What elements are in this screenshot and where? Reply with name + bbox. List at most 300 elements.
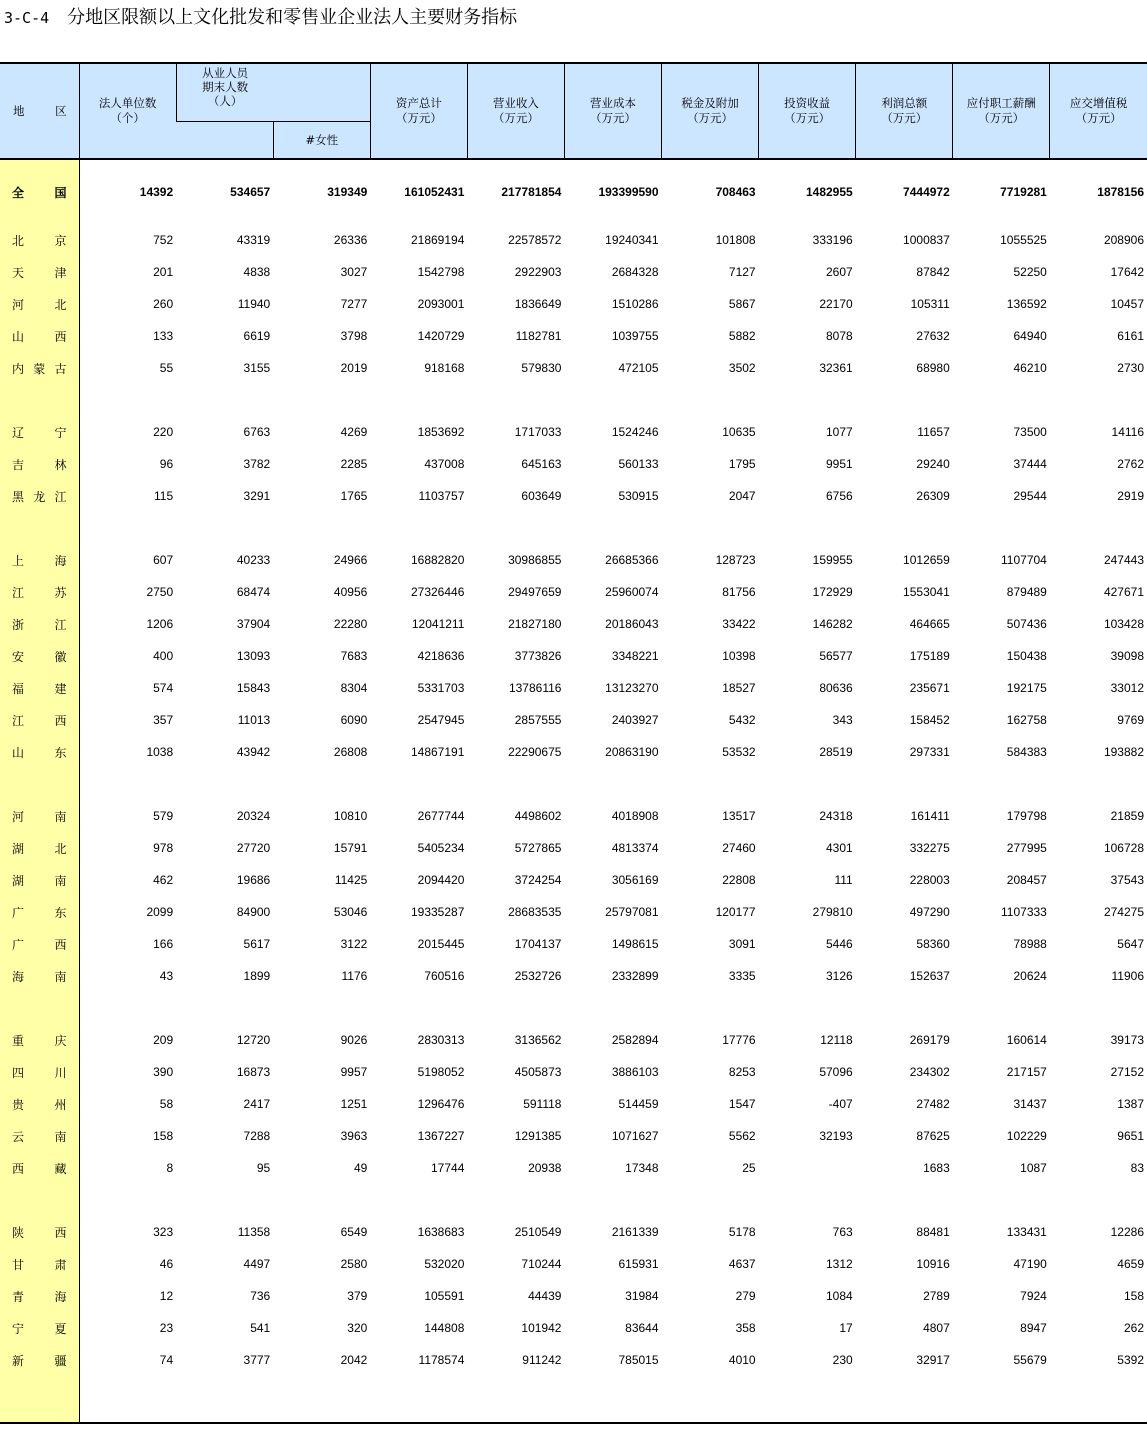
cell-payroll: 192175: [1006, 681, 1047, 695]
empty-cell: [467, 1376, 564, 1423]
cell-revenue: 579830: [521, 361, 562, 375]
table-row: [0, 1120, 1147, 1152]
cell-tax: 5178: [728, 1225, 756, 1239]
cell-employees: 5617: [243, 937, 271, 951]
cell-profit: 175189: [909, 649, 950, 663]
cell-vat: 2730: [1117, 361, 1144, 375]
cell-assets: 2547945: [417, 713, 465, 727]
cell-vat: 262: [1123, 1321, 1144, 1335]
cell-profit: 4807: [923, 1321, 950, 1335]
cell-invest: 146282: [812, 617, 853, 631]
cell-tax: 27460: [722, 841, 756, 855]
region-char: 河: [12, 809, 25, 824]
region-cell: [0, 448, 79, 480]
cell-cost: 31984: [625, 1289, 659, 1303]
cell-invest: 57096: [819, 1065, 853, 1079]
cell-cost: 20186043: [605, 617, 659, 631]
cell-payroll: 20624: [1013, 969, 1047, 983]
cell-tax: 708463: [662, 159, 759, 224]
cell-assets: 27326446: [410, 585, 465, 599]
cell-payroll: 162758: [1006, 713, 1047, 727]
region-char: 夏: [54, 1321, 67, 1336]
cell-employees: 84900: [236, 905, 271, 919]
cell-employees: [176, 512, 273, 544]
cell-assets: 12041211: [411, 617, 465, 631]
cell-profit: [856, 384, 953, 416]
cell-revenue: 217781854: [467, 159, 564, 224]
cell-assets: 1103757: [418, 489, 465, 503]
region-char: 河: [12, 297, 25, 312]
cell-cost: 19240341: [605, 233, 659, 247]
region-cell: [0, 416, 79, 448]
cell-assets: 1420729: [417, 329, 465, 343]
cell-revenue: 2510549: [514, 1225, 562, 1239]
region-cell: [0, 928, 79, 960]
cell-female: 2580: [340, 1257, 368, 1271]
cell-employees: 15843: [236, 681, 271, 695]
table-header: [0, 63, 1147, 159]
cell-invest: [759, 768, 856, 800]
region-char: 北: [54, 841, 67, 856]
cell-cost: 2161339: [611, 1225, 659, 1239]
cell-tax: 101808: [715, 233, 756, 247]
cell-payroll: 179798: [1006, 809, 1047, 823]
cell-assets: [370, 384, 467, 416]
cell-assets: 2830313: [417, 1033, 465, 1047]
cell-assets: 1638683: [417, 1225, 465, 1239]
cell-units: 158: [153, 1129, 174, 1143]
cell-employees: 3777: [243, 1353, 271, 1367]
cell-units: 400: [153, 649, 174, 663]
cell-female: 2019: [340, 361, 368, 375]
region-cell: [0, 768, 79, 800]
region-char: 湖: [12, 841, 25, 856]
header-region-char-1: 地: [13, 103, 25, 118]
header-vat: 应交增值税 （万元）: [1050, 63, 1147, 159]
cell-employees: 16873: [236, 1065, 271, 1079]
table-row: [0, 320, 1147, 352]
table-body: [0, 159, 1147, 1423]
cell-tax: 4010: [728, 1353, 756, 1367]
cell-cost: 2332899: [611, 969, 659, 983]
region-char: 上: [12, 553, 25, 568]
region-char: 陕: [12, 1225, 25, 1240]
cell-tax: 8253: [728, 1065, 756, 1079]
region-char: 徽: [54, 649, 67, 664]
cell-female: 3963: [340, 1129, 368, 1143]
cell-female: 7277: [340, 297, 368, 311]
table-row: [0, 352, 1147, 384]
cell-units: 14392: [79, 159, 176, 224]
cell-invest: 6756: [825, 489, 853, 503]
cell-vat: 1387: [1117, 1097, 1144, 1111]
cell-revenue: 3773826: [514, 649, 562, 663]
cell-payroll: 277995: [1006, 841, 1047, 855]
cell-cost: [564, 512, 661, 544]
cell-payroll: 8947: [1020, 1321, 1047, 1335]
cell-employees: 11940: [237, 297, 271, 311]
region-cell: [0, 384, 79, 416]
cell-assets: 21869194: [410, 233, 465, 247]
cell-units: 46: [159, 1257, 174, 1271]
cell-profit: 11657: [917, 425, 950, 439]
cell-profit: 87625: [916, 1129, 950, 1143]
region-char: 疆: [54, 1353, 67, 1368]
cell-revenue: 13786116: [508, 681, 562, 695]
region-char: 海: [54, 1289, 67, 1304]
cell-units: 574: [153, 681, 174, 695]
cell-payroll: 31437: [1013, 1097, 1047, 1111]
cell-vat: 14116: [1111, 425, 1144, 439]
cell-invest: [759, 1184, 856, 1216]
cell-revenue: 30986855: [508, 553, 562, 567]
region-char: 海: [54, 553, 67, 568]
cell-assets: 105591: [424, 1289, 465, 1303]
cell-female: 320: [347, 1321, 368, 1335]
cell-revenue: 3724254: [514, 873, 562, 887]
cell-payroll: 879489: [1006, 585, 1047, 599]
cell-cost: 514459: [618, 1097, 659, 1111]
header-assets: 资产总计 （万元）: [370, 63, 467, 159]
region-char: 浙: [12, 617, 25, 632]
cell-tax: 17776: [722, 1033, 756, 1047]
cell-revenue: 2532726: [514, 969, 562, 983]
table-row: [0, 1312, 1147, 1344]
cell-invest: 12118: [820, 1033, 853, 1047]
header-units: 法人单位数 （个）: [79, 63, 176, 159]
table-row: [0, 480, 1147, 512]
region-char: 江: [54, 617, 67, 632]
cell-tax: 53532: [722, 745, 756, 759]
empty-cell: [953, 1376, 1050, 1423]
cell-invest: 8078: [825, 329, 853, 343]
table-row: [0, 1280, 1147, 1312]
cell-vat: 247443: [1103, 553, 1144, 567]
cell-employees: 12720: [236, 1033, 271, 1047]
cell-tax: 4637: [728, 1257, 756, 1271]
empty-cell: [662, 1376, 759, 1423]
table-bottom-spacer: [0, 1376, 1147, 1423]
cell-tax: [662, 1184, 759, 1216]
cell-invest: [759, 512, 856, 544]
region-cell: [0, 1312, 79, 1344]
region-char: 州: [54, 1097, 67, 1112]
empty-cell: [1050, 1376, 1147, 1423]
cell-vat: 2919: [1117, 489, 1144, 503]
cell-female: 1176: [341, 969, 368, 983]
cell-units: 978: [153, 841, 174, 855]
region-cell: [0, 1120, 79, 1152]
cell-revenue: 20938: [528, 1161, 562, 1175]
cell-invest: 763: [832, 1225, 853, 1239]
cell-tax: 1795: [728, 457, 756, 471]
cell-units: 55: [159, 361, 174, 375]
cell-units: 323: [153, 1225, 174, 1239]
cell-cost: 530915: [618, 489, 659, 503]
cell-payroll: 102229: [1006, 1129, 1047, 1143]
cell-vat: 2762: [1117, 457, 1144, 471]
cell-tax: 1547: [728, 1097, 756, 1111]
region-char: 四: [12, 1065, 25, 1080]
cell-cost: 785015: [618, 1353, 659, 1367]
region-char: 国: [54, 185, 67, 200]
spacer-row: [0, 768, 1147, 800]
cell-female: 49: [353, 1161, 368, 1175]
header-employees-total: [176, 122, 273, 160]
spacer-row: [0, 1184, 1147, 1216]
cell-profit: 161411: [910, 809, 950, 823]
cell-female: [273, 512, 370, 544]
cell-employees: 43319: [236, 233, 271, 247]
cell-female: 53046: [333, 905, 368, 919]
cell-payroll: 78988: [1013, 937, 1047, 951]
cell-payroll: 507436: [1006, 617, 1047, 631]
cell-units: 133: [153, 329, 174, 343]
cell-profit: 88481: [916, 1225, 950, 1239]
cell-vat: 103428: [1103, 617, 1144, 631]
region-char: 全: [12, 185, 25, 200]
table-row: [0, 640, 1147, 672]
cell-female: 15791: [333, 841, 368, 855]
cell-units: 115: [154, 489, 174, 503]
cell-cost: 20863190: [605, 745, 659, 759]
cell-assets: 1853692: [417, 425, 465, 439]
cell-invest: 2607: [825, 265, 853, 279]
cell-vat: 427671: [1103, 585, 1144, 599]
cell-vat: 193882: [1103, 745, 1144, 759]
table-row: [0, 1024, 1147, 1056]
cell-employees: 736: [250, 1289, 271, 1303]
cell-cost: 2684328: [611, 265, 659, 279]
header-cost: 营业成本 （万元）: [564, 63, 661, 159]
cell-units: 201: [153, 265, 174, 279]
cell-cost: 4018908: [611, 809, 659, 823]
cell-payroll: 37444: [1013, 457, 1047, 471]
region-char: 福: [12, 681, 25, 696]
cell-profit: 228003: [909, 873, 950, 887]
cell-units: 8: [166, 1161, 174, 1175]
region-cell: [0, 544, 79, 576]
cell-vat: [1050, 768, 1147, 800]
region-char: 江: [12, 585, 25, 600]
region-char: 山: [12, 329, 25, 344]
cell-revenue: 101942: [521, 1321, 562, 1335]
cell-assets: 16882820: [410, 553, 465, 567]
empty-cell: [273, 1376, 370, 1423]
region-char: 天: [12, 265, 25, 280]
region-cell: [0, 288, 79, 320]
cell-revenue: 2922903: [514, 265, 562, 279]
region-cell: [0, 640, 79, 672]
region-cell: [0, 352, 79, 384]
cell-profit: 158452: [909, 713, 950, 727]
cell-payroll: 7924: [1020, 1289, 1047, 1303]
cell-tax: 279: [735, 1289, 756, 1303]
table-row: [0, 608, 1147, 640]
cell-tax: [662, 768, 759, 800]
cell-profit: 2789: [923, 1289, 950, 1303]
cell-female: 319349: [273, 159, 370, 224]
region-cell: [0, 480, 79, 512]
region-char: 江: [12, 713, 25, 728]
cell-cost: 26685366: [605, 553, 659, 567]
cell-employees: 27720: [236, 841, 271, 855]
cell-assets: 14867191: [410, 745, 465, 759]
cell-employees: 43942: [236, 745, 271, 759]
cell-vat: 39173: [1110, 1033, 1144, 1047]
region-char: 青: [12, 1289, 25, 1304]
cell-female: 1765: [340, 489, 368, 503]
cell-invest: 1312: [825, 1257, 853, 1271]
region-char: 宁: [12, 1321, 25, 1336]
cell-cost: 1039755: [611, 329, 659, 343]
region-char: 江: [54, 489, 67, 504]
cell-cost: 83644: [625, 1321, 659, 1335]
cell-cost: 25960074: [605, 585, 659, 599]
cell-invest: 3126: [825, 969, 853, 983]
table-row: [0, 672, 1147, 704]
cell-employees: 11358: [237, 1225, 271, 1239]
cell-units: 58: [159, 1097, 174, 1111]
cell-vat: 208906: [1103, 233, 1144, 247]
cell-vat: 37543: [1110, 873, 1144, 887]
cell-employees: 19686: [236, 873, 271, 887]
cell-assets: 5331703: [417, 681, 465, 695]
cell-female: 1251: [340, 1097, 368, 1111]
cell-profit: 1000837: [903, 233, 950, 247]
cell-revenue: 911242: [522, 1353, 562, 1367]
cell-female: 10810: [333, 809, 368, 823]
cell-assets: 144808: [424, 1321, 465, 1335]
cell-cost: 1510286: [611, 297, 659, 311]
cell-employees: 6619: [243, 329, 271, 343]
cell-revenue: 645163: [521, 457, 562, 471]
cell-cost: [564, 1184, 661, 1216]
cell-invest: 333196: [812, 233, 853, 247]
region-cell: [0, 1280, 79, 1312]
cell-vat: [1050, 384, 1147, 416]
cell-profit: [856, 512, 953, 544]
cell-female: 7683: [340, 649, 368, 663]
cell-cost: 3348221: [611, 649, 659, 663]
cell-female: 8304: [340, 681, 368, 695]
header-employees: 从业人员 期末人数 （人）: [176, 63, 370, 122]
header-female: #女性: [273, 122, 370, 160]
cell-assets: 2677744: [417, 809, 465, 823]
spacer-row: [0, 384, 1147, 416]
cell-employees: 7288: [243, 1129, 271, 1143]
cell-tax: 5867: [728, 297, 756, 311]
cell-profit: [856, 768, 953, 800]
cell-female: 2042: [340, 1353, 368, 1367]
cell-tax: 25: [742, 1161, 756, 1175]
cell-units: 607: [153, 553, 174, 567]
table-row: [0, 960, 1147, 992]
cell-assets: 5198052: [417, 1065, 465, 1079]
region-cell: [0, 1184, 79, 1216]
cell-payroll: 29544: [1013, 489, 1047, 503]
cell-assets: [370, 768, 467, 800]
cell-invest: 279810: [812, 905, 853, 919]
cell-employees: 13093: [236, 649, 271, 663]
cell-cost: [564, 768, 661, 800]
cell-tax: [662, 384, 759, 416]
cell-payroll: 64940: [1013, 329, 1047, 343]
cell-tax: 18527: [722, 681, 756, 695]
cell-payroll: 150438: [1006, 649, 1047, 663]
cell-units: 752: [153, 233, 174, 247]
table-row: [0, 736, 1147, 768]
cell-invest: 56577: [819, 649, 853, 663]
cell-vat: 17642: [1110, 265, 1144, 279]
cell-employees: 3155: [243, 361, 271, 375]
region-char: 龙: [33, 489, 46, 504]
cell-profit: 27632: [916, 329, 950, 343]
cell-vat: 39098: [1110, 649, 1144, 663]
cell-invest: 230: [832, 1353, 853, 1367]
region-char: 贵: [12, 1097, 25, 1112]
cell-cost: 3056169: [611, 873, 659, 887]
cell-profit: 7444972: [856, 159, 953, 224]
header-invest: 投资收益 （万元）: [759, 63, 856, 159]
cell-assets: 1367227: [417, 1129, 465, 1143]
cell-profit: 58360: [916, 937, 950, 951]
cell-tax: 2047: [728, 489, 756, 503]
cell-cost: 1071627: [611, 1129, 659, 1143]
cell-tax: 7127: [728, 265, 756, 279]
cell-employees: 2417: [243, 1097, 271, 1111]
cell-profit: 68980: [916, 361, 950, 375]
cell-female: 379: [347, 1289, 368, 1303]
cell-profit: 105311: [910, 297, 950, 311]
region-char: 津: [54, 265, 67, 280]
cell-assets: [370, 992, 467, 1024]
cell-revenue: 1182781: [515, 329, 562, 343]
region-char: 甘: [12, 1257, 25, 1272]
region-char: 湖: [12, 873, 25, 888]
cell-vat: 5647: [1117, 937, 1144, 951]
cell-assets: 1296476: [417, 1097, 465, 1111]
cell-revenue: 1704137: [514, 937, 562, 951]
cell-units: 166: [153, 937, 174, 951]
cell-revenue: 4498602: [514, 809, 562, 823]
table-row: [0, 288, 1147, 320]
header-payroll: 应付职工薪酬 （万元）: [953, 63, 1050, 159]
cell-tax: 33422: [722, 617, 756, 631]
region-cell: [0, 864, 79, 896]
cell-payroll: 46210: [1013, 361, 1047, 375]
table-name: 分地区限额以上文化批发和零售业企业法人主要财务指标: [67, 7, 518, 28]
cell-tax: 81756: [722, 585, 756, 599]
cell-units: [79, 384, 176, 416]
cell-cost: 560133: [618, 457, 659, 471]
cell-employees: 3291: [243, 489, 271, 503]
cell-invest: 111: [834, 873, 853, 887]
cell-invest: 343: [832, 713, 853, 727]
cell-employees: 4838: [243, 265, 271, 279]
cell-invest: 32361: [819, 361, 853, 375]
cell-profit: 152637: [909, 969, 950, 983]
cell-invest: -407: [828, 1097, 853, 1111]
cell-vat: 4659: [1117, 1257, 1144, 1271]
cell-profit: 497290: [909, 905, 950, 919]
cell-vat: 21859: [1110, 809, 1144, 823]
table-row: [0, 1152, 1147, 1184]
region-char: 东: [54, 905, 67, 920]
cell-units: 43: [159, 969, 174, 983]
cell-units: 2099: [146, 905, 174, 919]
cell-vat: [1050, 992, 1147, 1024]
